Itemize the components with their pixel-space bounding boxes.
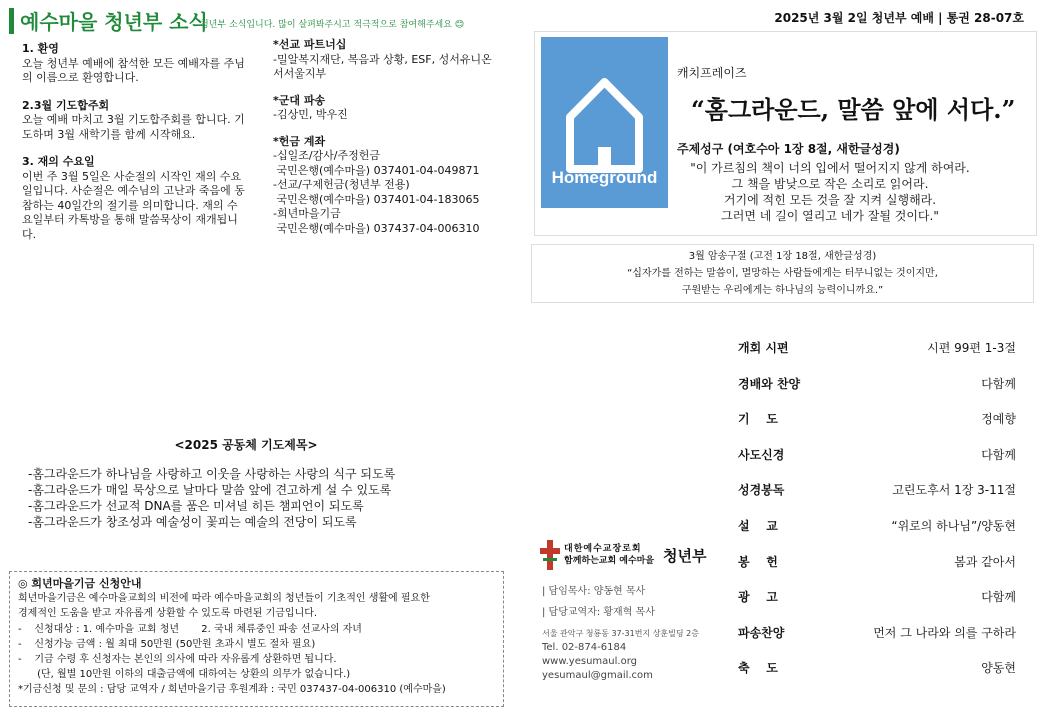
- theme-verse-text: [680, 160, 980, 224]
- news-title: 3. 재의 수요일: [22, 155, 95, 168]
- news-body: 오늘 청년부 예배에 참석한 모든 예배자를 주님의 이름으로 환영합니다.: [22, 56, 245, 84]
- news-line: -선교/구제헌금(청년부 전용): [273, 178, 410, 191]
- news-item-mission-partners: [273, 38, 505, 82]
- church-phone: Tel. 02-874-6184: [542, 642, 627, 653]
- memory-verse-box: [531, 244, 1034, 303]
- verse-line: 그 책을 밤낮으로 작은 소리로 읽어라.: [731, 177, 929, 191]
- service-row-scripture: [738, 472, 1016, 508]
- catchphrase-title: “홈그라운드, 말씀 앞에 서다.”: [691, 95, 1016, 124]
- fund-title: ◎ 희년마을기금 신청안내: [18, 577, 142, 590]
- prayer-topic: -홈그라운드가 매일 묵상으로 날마다 말씀 앞에 견고하게 설 수 있도록: [28, 483, 392, 497]
- prayer-topics-title: <2025 공동체 기도제목>: [174, 438, 318, 452]
- news-column-left: [22, 42, 248, 255]
- news-title: *헌금 계좌: [273, 134, 326, 148]
- account-number: 국민은행(예수마을) 037437-04-006310: [273, 221, 480, 235]
- church-email[interactable]: yesumaul@gmail.com: [542, 670, 653, 681]
- fund-line: 희년마을기금은 예수마을교회의 비전에 따라 예수마을교회의 청년들이 기초적인 생활에 필요한: [18, 593, 430, 605]
- service-row-benediction: [738, 650, 1016, 686]
- news-line: -십일조/감사/주정헌금: [273, 149, 381, 162]
- service-item-name: 파송찬양: [738, 625, 785, 640]
- fund-line: *기금신청 및 문의 : 담당 교역자 / 희년마을기금 후원계좌 : 국민 037437-04-006310 (예수마을): [18, 684, 446, 696]
- news-title: 1. 환영: [22, 42, 59, 55]
- service-row-offering: [738, 544, 1016, 580]
- service-item-name: 성경봉독: [738, 483, 785, 498]
- news-body: 이번 주 3월 5일은 사순절의 시작인 재의 수요일입니다. 사순절은 예수님의 고난과 죽음에 동참하는 40일간의 절기를 의미합니다. 재의 수요일부터 카톡방을 통해 말씀묵상이 재개됩니다.: [22, 169, 245, 241]
- church-website[interactable]: www.yesumaul.org: [542, 656, 637, 667]
- service-item-value: “위로의 하나님”/양동현: [891, 518, 1016, 533]
- service-item-name: 개회 시편: [738, 341, 789, 355]
- service-item-value: 먼저 그 나라와 의를 구하라: [873, 625, 1016, 640]
- minister-in-charge: | 담당교역자: 황재혁 목사: [542, 607, 655, 618]
- service-item-name: 설 교: [738, 518, 778, 533]
- fund-line: - 신청가능 금액 : 월 최대 50만원 (50만원 초과시 별도 절차 필요): [18, 638, 316, 650]
- catchphrase-box: [534, 31, 1037, 236]
- news-line: -밀알복지재단, 복음과 상황, ESF, 성서유니온 서서울지부: [273, 52, 492, 80]
- memory-verse-title: 3월 암송구절 (고전 1장 18절, 새한글성경): [688, 251, 877, 262]
- service-item-value: 봄과 같아서: [954, 554, 1016, 569]
- church-address: 서울 관악구 청룡동 37-31번지 상훈빌딩 2층: [542, 629, 699, 638]
- service-item-value: 다함께: [981, 376, 1016, 391]
- catchphrase-label: 캐치프레이즈: [677, 66, 747, 80]
- news-item-ash-wednesday: [22, 155, 248, 242]
- fund-line: 경제적인 도움을 받고 자유롭게 상환할 수 있도록 마련된 기금입니다.: [18, 608, 318, 620]
- senior-pastor: | 담임목사: 양동현 목사: [542, 586, 646, 597]
- news-line: -김상민, 박우진: [273, 108, 348, 121]
- service-row-announcements: [738, 579, 1016, 615]
- news-item-welcome: [22, 42, 248, 86]
- jubilee-fund-box: [9, 571, 504, 707]
- church-contact-info: [542, 585, 699, 683]
- verse-line: 그러면 네 길이 열리고 네가 잘될 것이다.": [721, 209, 939, 223]
- service-row-creed: [738, 437, 1016, 473]
- news-title: *군대 파송: [273, 93, 326, 107]
- service-item-value: 양동현: [981, 661, 1016, 676]
- news-body: 오늘 예배 마치고 3월 기도합주회를 합니다. 기도하며 3월 새학기를 함께 시작해요.: [22, 113, 245, 141]
- service-item-name: 축 도: [738, 661, 778, 676]
- homeground-logo: [541, 37, 668, 208]
- service-item-value: 고린도후서 1장 3-11절: [892, 483, 1016, 498]
- service-item-value: 다함께: [981, 590, 1016, 605]
- news-title: 2.3월 기도합주회: [22, 98, 110, 112]
- header-accent-bar: [9, 8, 14, 34]
- prayer-topic: -홈그라운드가 선교적 DNA를 품은 미셔널 히든 챔피언이 되도록: [28, 499, 364, 513]
- church-denomination: 대한예수교장로회: [564, 544, 642, 554]
- fund-line: - 기금 수령 후 신청자는 본인의 의사에 따라 자유롭게 상환하면 됩니다.: [18, 654, 337, 666]
- theme-verse-reference: 주제성구 (여호수아 1장 8절, 새한글성경): [677, 142, 900, 156]
- fund-line: (단, 월별 10만원 이하의 대출금액에 대하여는 상환의 의무가 없습니다.): [18, 669, 351, 681]
- service-item-name: 경배와 찬양: [738, 376, 801, 391]
- prayer-topic: -홈그라운드가 하나님을 사랑하고 이웃을 사랑하는 사랑의 식구 되도록: [28, 467, 396, 481]
- logo-text: Homeground: [551, 168, 658, 187]
- issue-date: 2025년 3월 2일 청년부 예배 | 통권 28-07호: [774, 11, 1024, 25]
- account-number: 국민은행(예수마을) 037401-04-183065: [273, 192, 480, 206]
- memory-verse-line: 구원받는 우리에게는 하나님의 능력이니까요.”: [681, 285, 884, 296]
- service-item-value: 시편 99편 1-3절: [927, 341, 1016, 355]
- verse-line: 거기에 적힌 모든 것을 잘 지켜 실행해라.: [723, 193, 937, 207]
- prayer-topic: -홈그라운드가 창조성과 예술성이 꽃피는 예술의 전당이 되도록: [28, 515, 357, 529]
- service-item-name: 광 고: [738, 590, 778, 605]
- news-line: -희년마을기금: [273, 207, 341, 220]
- verse-line: "이 가르침의 책이 너의 입에서 떨어지지 않게 하여라.: [690, 161, 970, 175]
- news-column-right: [273, 38, 505, 248]
- memory-verse-line: “십자가를 전하는 말씀이, 멸망하는 사람들에게는 터무니없는 것이지만,: [627, 268, 938, 279]
- service-row-worship: [738, 366, 1016, 402]
- service-item-value: 다함께: [981, 447, 1016, 462]
- news-item-military: [273, 94, 505, 123]
- department-name: 청년부: [663, 547, 707, 565]
- service-row-sending-song: [738, 615, 1016, 651]
- service-row-prayer: [738, 401, 1016, 437]
- fund-line: - 신청대상 : 1. 예수마을 교회 청년 2. 국내 체류중인 파송 선교사의 자녀: [18, 623, 362, 635]
- service-row-sermon: [738, 508, 1016, 544]
- news-item-offering-accounts: [273, 135, 505, 237]
- service-item-name: 기 도: [738, 412, 778, 427]
- service-item-name: 사도신경: [738, 447, 785, 462]
- church-name-line: 함께하는교회 예수마을: [564, 556, 655, 566]
- newsletter-title: 예수마을 청년부 소식: [20, 10, 208, 34]
- newsletter-subtitle: 청년부 소식입니다. 많이 살펴봐주시고 적극적으로 참여해주세요 😊: [200, 20, 465, 30]
- news-item-prayer-concert: [22, 99, 248, 143]
- account-number: 국민은행(예수마을) 037401-04-049871: [273, 163, 480, 177]
- church-cross-icon: [540, 540, 560, 570]
- church-name: [564, 543, 654, 567]
- news-title: *선교 파트너십: [273, 38, 347, 51]
- service-row-opening-psalm: [738, 330, 1016, 366]
- service-item-name: 봉 헌: [738, 554, 778, 569]
- prayer-topics-list: [28, 466, 395, 530]
- order-of-service: [738, 330, 1016, 686]
- service-item-value: 정예향: [981, 412, 1016, 427]
